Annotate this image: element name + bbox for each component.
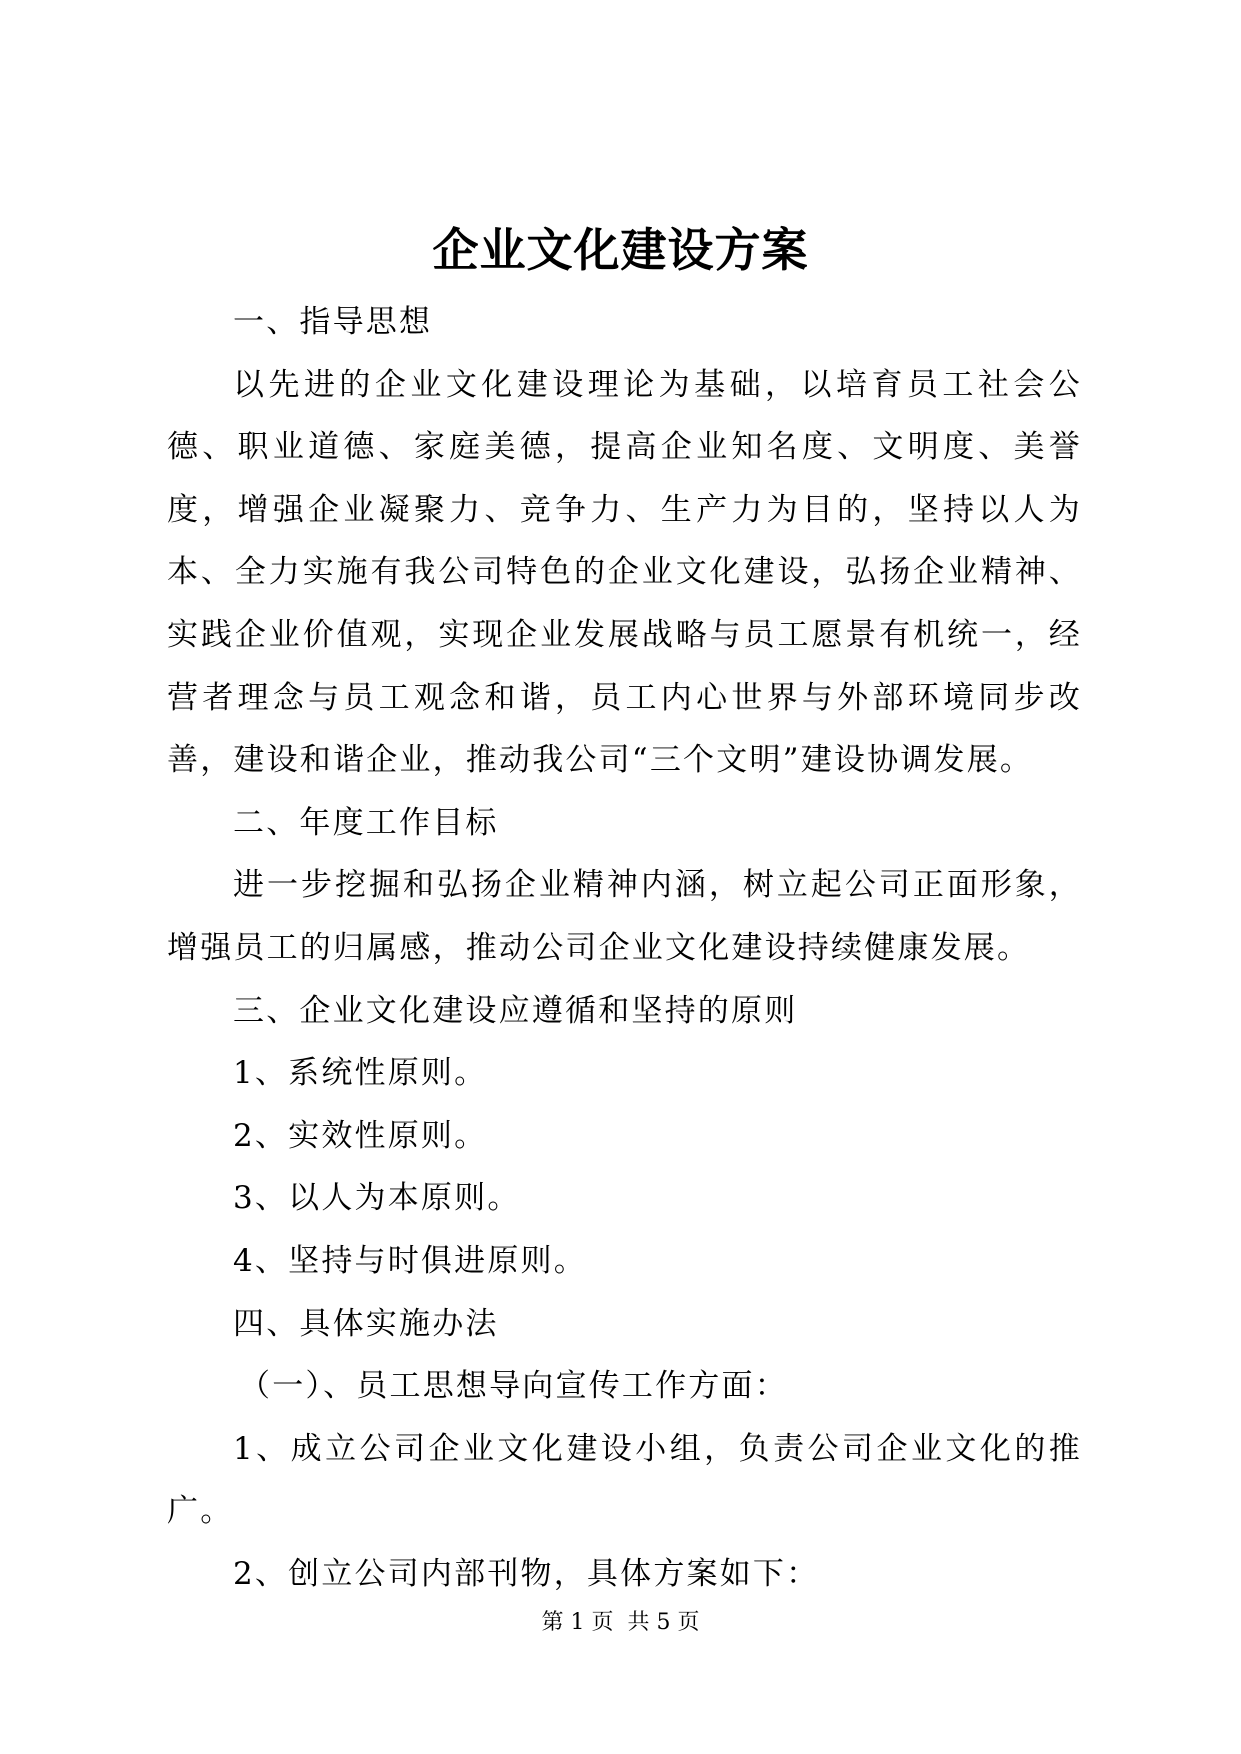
list-item: 2、创立公司内部刊物，具体方案如下： [233, 1555, 820, 1592]
section-heading: 一、指导思想 [233, 304, 433, 340]
section-heading: 二、年度工作目标 [233, 804, 499, 841]
list-item: 4、坚持与时俱进原则。 [233, 1242, 587, 1279]
list-item: 1、系统性原则。 [233, 1055, 488, 1092]
document-title: 企业文化建设方案 [432, 223, 809, 277]
list-item: 2、实效性原则。 [233, 1117, 488, 1154]
section-heading: 四、具体实施办法 [233, 1305, 499, 1342]
document-body [167, 291, 1082, 1605]
paragraph: 进一步挖掘和弘扬企业精神内涵，树立起公司正面形象，增强员工的归属感，推动公司企业文化建设持续健康发展。 [167, 867, 1082, 966]
page-number-label: 第 1 页 共 5 页 [541, 1610, 700, 1635]
section-heading: 三、企业文化建设应遵循和坚持的原则 [233, 992, 798, 1029]
paragraph: 以先进的企业文化建设理论为基础，以培育员工社会公德、职业道德、家庭美德，提高企业知名度、文明度、美誉度，增强企业凝聚力、竞争力、生产力为目的，坚持以人为本、全力实施有我公司特色的企业文化建设，弘扬企业精神、实践企业价值观，实现企业发展战略与员工愿景有机统一，经营者理念与员工观念和谐，员工内心世界与外部环境同步改善，建设和谐企业，推动我公司“三个文明”建设协调发展。 [167, 366, 1082, 779]
subsection-heading: （一）、员工思想导向宣传工作方面： [239, 1368, 788, 1405]
list-item: 1、成立公司企业文化建设小组，负责公司企业文化的推广。 [167, 1430, 1082, 1530]
list-item: 3、以人为本原则。 [233, 1180, 521, 1217]
page-footer [0, 1608, 1241, 1638]
